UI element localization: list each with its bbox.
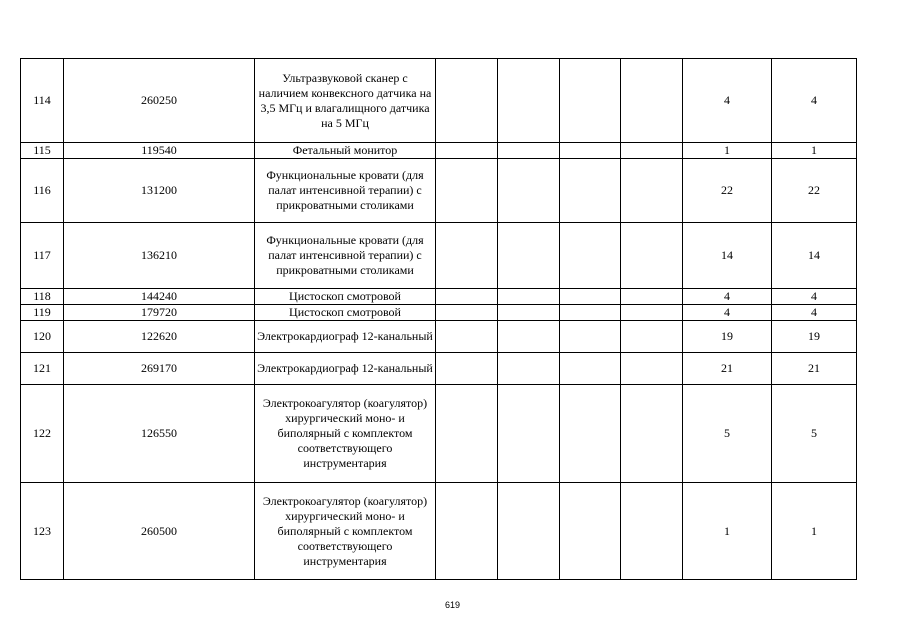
- empty-cell: [436, 353, 498, 385]
- table-row: [21, 159, 857, 223]
- empty-cell: [560, 159, 621, 223]
- empty-cell: [436, 223, 498, 289]
- row-number: 119: [21, 305, 64, 321]
- item-name: Цистоскоп смотровой: [255, 305, 436, 321]
- item-code: 131200: [64, 159, 255, 223]
- quantity-total-cell: 1: [772, 483, 857, 580]
- page-number: 619: [444, 600, 461, 610]
- quantity-cell: 4: [683, 305, 772, 321]
- quantity-cell: 14: [683, 223, 772, 289]
- item-name: Электрокардиограф 12-канальный: [255, 321, 436, 353]
- table-row: [21, 305, 857, 321]
- item-code: 136210: [64, 223, 255, 289]
- table-row: [21, 223, 857, 289]
- empty-cell: [621, 305, 683, 321]
- item-code: 260250: [64, 59, 255, 143]
- item-name: Ультразвуковой сканер с наличием конвексного датчика на 3,5 МГц и влагалищного датчика на 5 МГц: [255, 59, 436, 143]
- item-code: 122620: [64, 321, 255, 353]
- quantity-total-cell: 21: [772, 353, 857, 385]
- quantity-total-cell: 19: [772, 321, 857, 353]
- table-row: [21, 483, 857, 580]
- table-row: [21, 385, 857, 483]
- row-number: 117: [21, 223, 64, 289]
- empty-cell: [498, 321, 560, 353]
- empty-cell: [498, 159, 560, 223]
- empty-cell: [498, 223, 560, 289]
- empty-cell: [560, 59, 621, 143]
- empty-cell: [621, 59, 683, 143]
- empty-cell: [560, 305, 621, 321]
- row-number: 122: [21, 385, 64, 483]
- quantity-total-cell: 4: [772, 305, 857, 321]
- item-code: 144240: [64, 289, 255, 305]
- empty-cell: [498, 353, 560, 385]
- row-number: 123: [21, 483, 64, 580]
- item-code: 269170: [64, 353, 255, 385]
- empty-cell: [621, 353, 683, 385]
- empty-cell: [560, 143, 621, 159]
- row-number: 114: [21, 59, 64, 143]
- empty-cell: [436, 59, 498, 143]
- empty-cell: [436, 483, 498, 580]
- empty-cell: [621, 321, 683, 353]
- empty-cell: [498, 305, 560, 321]
- empty-cell: [498, 385, 560, 483]
- quantity-total-cell: 1: [772, 143, 857, 159]
- empty-cell: [560, 223, 621, 289]
- empty-cell: [436, 321, 498, 353]
- empty-cell: [436, 305, 498, 321]
- empty-cell: [560, 483, 621, 580]
- quantity-cell: 1: [683, 143, 772, 159]
- empty-cell: [621, 159, 683, 223]
- table-row: [21, 143, 857, 159]
- item-name: Электрокоагулятор (коагулятор) хирургический моно- и биполярный с комплектом соответствующего инструментария: [255, 385, 436, 483]
- table-row: [21, 353, 857, 385]
- item-name: Функциональные кровати (для палат интенсивной терапии) с прикроватными столиками: [255, 159, 436, 223]
- empty-cell: [498, 289, 560, 305]
- quantity-cell: 21: [683, 353, 772, 385]
- quantity-total-cell: 14: [772, 223, 857, 289]
- quantity-cell: 4: [683, 289, 772, 305]
- empty-cell: [621, 143, 683, 159]
- item-code: 126550: [64, 385, 255, 483]
- quantity-total-cell: 4: [772, 59, 857, 143]
- row-number: 116: [21, 159, 64, 223]
- item-name: Фетальный монитор: [255, 143, 436, 159]
- table-row: [21, 321, 857, 353]
- item-code: 260500: [64, 483, 255, 580]
- empty-cell: [498, 59, 560, 143]
- empty-cell: [498, 483, 560, 580]
- quantity-total-cell: 4: [772, 289, 857, 305]
- empty-cell: [560, 353, 621, 385]
- item-name: Функциональные кровати (для палат интенсивной терапии) с прикроватными столиками: [255, 223, 436, 289]
- item-name: Электрокоагулятор (коагулятор) хирургический моно- и биполярный с комплектом соответствующего инструментария: [255, 483, 436, 580]
- empty-cell: [560, 321, 621, 353]
- empty-cell: [621, 483, 683, 580]
- quantity-cell: 5: [683, 385, 772, 483]
- empty-cell: [621, 289, 683, 305]
- table-row: [21, 289, 857, 305]
- item-code: 119540: [64, 143, 255, 159]
- quantity-cell: 4: [683, 59, 772, 143]
- quantity-total-cell: 5: [772, 385, 857, 483]
- empty-cell: [621, 223, 683, 289]
- empty-cell: [621, 385, 683, 483]
- empty-cell: [560, 385, 621, 483]
- item-name: Электрокардиограф 12-канальный: [255, 353, 436, 385]
- empty-cell: [436, 159, 498, 223]
- table-row: [21, 59, 857, 143]
- empty-cell: [436, 289, 498, 305]
- quantity-cell: 19: [683, 321, 772, 353]
- row-number: 121: [21, 353, 64, 385]
- empty-cell: [436, 143, 498, 159]
- empty-cell: [560, 289, 621, 305]
- empty-cell: [498, 143, 560, 159]
- row-number: 115: [21, 143, 64, 159]
- equipment-table: [20, 58, 857, 580]
- item-name: Цистоскоп смотровой: [255, 289, 436, 305]
- empty-cell: [436, 385, 498, 483]
- quantity-cell: 22: [683, 159, 772, 223]
- row-number: 118: [21, 289, 64, 305]
- item-code: 179720: [64, 305, 255, 321]
- quantity-total-cell: 22: [772, 159, 857, 223]
- quantity-cell: 1: [683, 483, 772, 580]
- row-number: 120: [21, 321, 64, 353]
